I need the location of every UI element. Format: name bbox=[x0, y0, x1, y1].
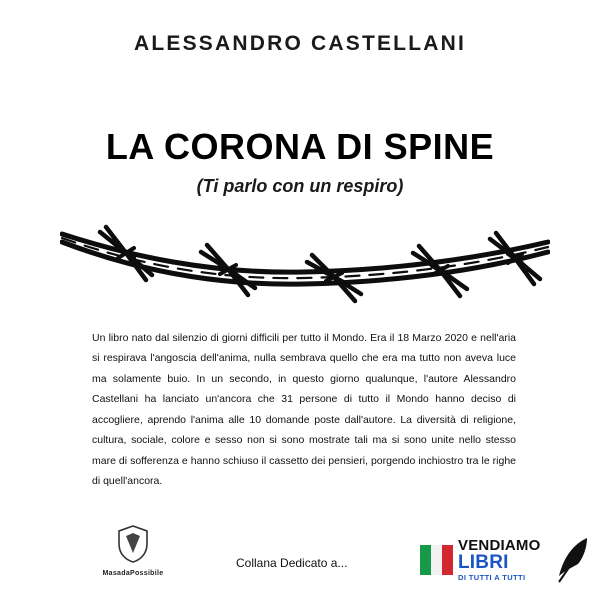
badge-line1: VENDIAMO bbox=[458, 537, 541, 555]
italian-flag-icon bbox=[420, 543, 454, 577]
shield-logo bbox=[118, 525, 148, 563]
book-subtitle: (Ti parlo con un respiro) bbox=[196, 176, 404, 196]
publisher-name: MasadaPossibile bbox=[102, 570, 164, 577]
badge-line3: DI TUTTI A TUTTI bbox=[458, 573, 526, 583]
barbed-wire-illustration bbox=[60, 212, 550, 312]
publisher-logo bbox=[100, 525, 166, 577]
author-name: ALESSANDRO CASTELLANI bbox=[133, 32, 467, 55]
vendiamo-libri-badge bbox=[420, 534, 592, 586]
quill-icon bbox=[556, 536, 590, 584]
back-cover-blurb: Un libro nato dal silenzio di giorni difficili per tutto il Mondo. Era il 18 Marzo 2020 e nell'aria si respirava l'angoscia dell'anima, nulla sembrava quello che era ma tutto non aveva luce ma solamente buio. In un secondo, in questo giorno qualunque, l'autore Alessandro Castellani ha lanciato un'ancora che 31 persone di tutto il Mondo hanno deciso di accogliere, aprendo l'anima alle 10 domande poste dall'autore. La diversità di religione, cultura, sociale, colore e sesso non si sono mostrate tali ma si sono unite nello stesso mare di sofferenza e hanno schiuso il cassetto dei pensieri, porgendo inchiostro tra le righe di quell'ancora. bbox=[92, 332, 516, 488]
book-title: LA CORONA DI SPINE bbox=[105, 126, 495, 167]
collana-label: Collana Dedicato a... bbox=[236, 556, 348, 570]
badge-line2: LIBRI bbox=[458, 552, 509, 574]
